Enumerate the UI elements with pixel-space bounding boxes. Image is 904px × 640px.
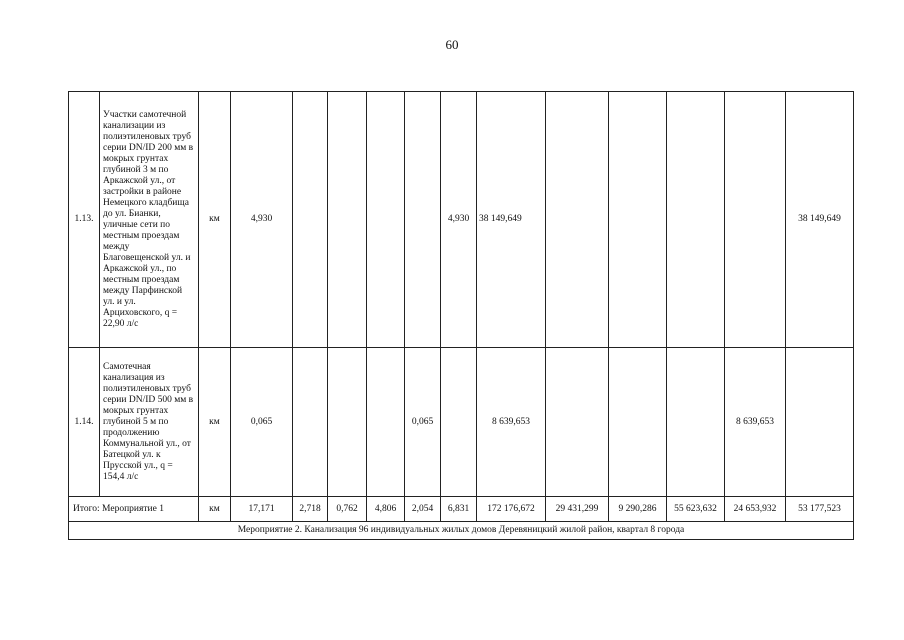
row-length-5 [441, 348, 477, 497]
row-cost-2 [609, 92, 667, 348]
row-length-1 [293, 348, 328, 497]
total-length-2: 0,762 [328, 497, 367, 522]
row-description: Участки самотечной канализации из полиэтиленовых труб серии DN/ID 200 мм в мокрых грунтах глубиной 3 м по Аркажской ул., от застройки в районе Немецкого кладбища до ул. Бианки, уличные сети по местным проездам между Благовещенской ул. и Аркажской ул., по местным проездам между Парфинской ул. и ул. Арциховского, q = 22,90 л/с [100, 92, 199, 348]
total-cost-5: 53 177,523 [786, 497, 854, 522]
total-length: 17,171 [231, 497, 293, 522]
section-heading-row [69, 522, 854, 540]
total-label: Итого: Мероприятие 1 [69, 497, 199, 522]
row-length-2 [328, 348, 367, 497]
total-unit: км [199, 497, 231, 522]
row-description: Самотечная канализация из полиэтиленовых труб серии DN/ID 500 мм в мокрых грунтах глубиной 5 м по продолжению Коммунальной ул., от Батецкой ул. к Прусской ул., q = 154,4 л/с [100, 348, 199, 497]
row-cost-2 [609, 348, 667, 497]
next-section-title: Мероприятие 2. Канализация 96 индивидуальных жилых домов Деревяницкий жилой район, квартал 8 города [69, 522, 854, 540]
row-cost-1 [546, 92, 609, 348]
row-cost-3 [667, 92, 725, 348]
row-length-5: 4,930 [441, 92, 477, 348]
total-cost-4: 24 653,932 [725, 497, 786, 522]
total-cost-1: 29 431,299 [546, 497, 609, 522]
total-cost-2: 9 290,286 [609, 497, 667, 522]
row-length-3 [367, 348, 405, 497]
row-cost-total: 8 639,653 [477, 348, 546, 497]
row-number: 1.13. [69, 92, 100, 348]
row-unit: км [199, 348, 231, 497]
total-length-3: 4,806 [367, 497, 405, 522]
row-cost-1 [546, 348, 609, 497]
row-length-total: 4,930 [231, 92, 293, 348]
row-cost-5: 38 149,649 [786, 92, 854, 348]
table-row [69, 92, 854, 348]
total-length-4: 2,054 [405, 497, 441, 522]
page-number: 60 [445, 37, 459, 52]
row-length-3 [367, 92, 405, 348]
table-row [69, 348, 854, 497]
total-row [69, 497, 854, 522]
row-unit: км [199, 92, 231, 348]
row-cost-5 [786, 348, 854, 497]
row-length-1 [293, 92, 328, 348]
row-number: 1.14. [69, 348, 100, 497]
total-cost-3: 55 623,632 [667, 497, 725, 522]
row-cost-4 [725, 92, 786, 348]
row-cost-4: 8 639,653 [725, 348, 786, 497]
row-length-4: 0,065 [405, 348, 441, 497]
row-length-2 [328, 92, 367, 348]
total-length-5: 6,831 [441, 497, 477, 522]
total-length-1: 2,718 [293, 497, 328, 522]
row-cost-total: 38 149,649 [477, 92, 546, 348]
row-cost-3 [667, 348, 725, 497]
sewer-works-table [68, 91, 854, 540]
total-cost: 172 176,672 [477, 497, 546, 522]
row-length-total: 0,065 [231, 348, 293, 497]
row-length-4 [405, 92, 441, 348]
